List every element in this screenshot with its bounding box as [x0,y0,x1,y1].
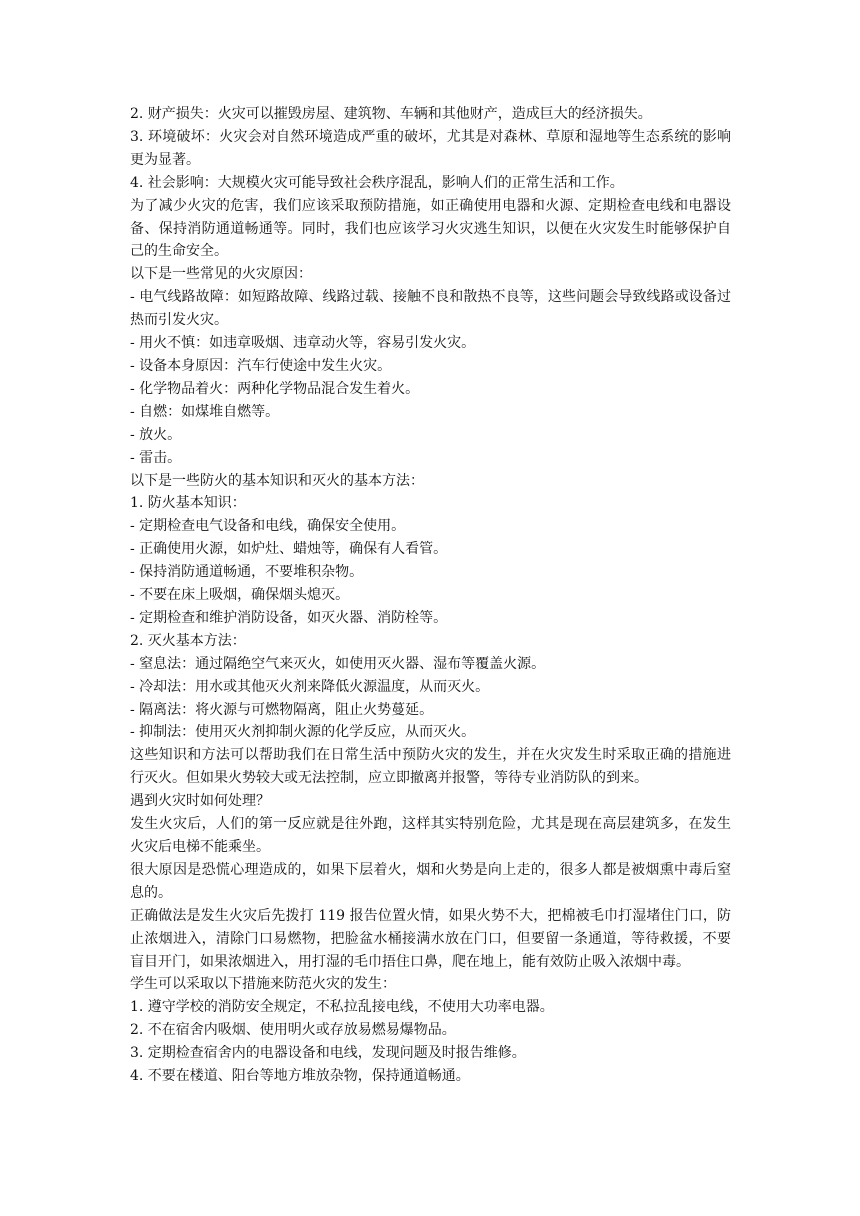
subheading-prevention: 1. 防火基本知识： [130,495,246,512]
list-item-cause: - 设备本身原因：汽车行使途中发生火灾。 [130,357,392,374]
list-item-prevention: - 定期检查和维护消防设备，如灭火器、消防栓等。 [130,609,448,626]
document-body [130,103,731,1088]
list-item-student: 2. 不在宿舍内吸烟、使用明火或存放易燃易爆物品。 [130,1022,456,1039]
paragraph-social: 4. 社会影响：大规模火灾可能导致社会秩序混乱，影响人们的正常生活和工作。 [130,174,624,191]
list-item-cause: - 化学物品着火：两种化学物品混合发生着火。 [130,380,420,397]
list-item-cause: - 电气线路故障：如短路故障、线路过载、接触不良和散热不良等，这些问题会导致线路或设备过热而引发火灾。 [130,289,731,329]
list-item-prevention: - 保持消防通道畅通，不要堆积杂物。 [130,564,364,581]
paragraph-summary: 这些知识和方法可以帮助我们在日常生活中预防火灾的发生，并在火灾发生时采取正确的措施进行灭火。但如果火势较大或无法控制，应立即撤离并报警，等待专业消防队的到来。 [130,747,731,787]
list-item-prevention: - 正确使用火源，如炉灶、蜡烛等，确保有人看管。 [130,541,448,558]
list-item-prevention: - 不要在床上吸烟，确保烟头熄灭。 [130,587,350,604]
paragraph-prevention-intro: 为了减少火灾的危害，我们应该采取预防措施，如正确使用电器和火源、定期检查电线和电器设备、保持消防通道畅通等。同时，我们也应该学习火灾逃生知识，以便在火灾发生时能够保护自己的生命安全。 [130,197,731,260]
heading-student-measures: 学生可以采取以下措施来防范火灾的发生： [130,976,396,993]
paragraph-panic: 很大原因是恐慌心理造成的，如果下层着火，烟和火势是向上走的，很多人都是被烟熏中毒后窒息的。 [130,861,731,901]
paragraph-first-reaction: 发生火灾后，人们的第一反应就是往外跑，这样其实特别危险，尤其是现在高层建筑多，在发生火灾后电梯不能乘坐。 [130,816,731,855]
paragraph-environment: 3. 环境破坏：火灾会对自然环境造成严重的破坏，尤其是对森林、草原和湿地等生态系统的影响更为显著。 [130,128,731,168]
list-item-student: 3. 定期检查宿舍内的电器设备和电线，发现问题及时报告维修。 [130,1045,526,1062]
list-item-cause: - 放火。 [130,426,182,443]
list-item-prevention: - 定期检查电气设备和电线，确保安全使用。 [130,518,406,535]
list-item-extinguish: - 冷却法：用水或其他灭火剂来降低火源温度，从而灭火。 [130,678,490,695]
list-item-extinguish: - 隔离法：将火源与可燃物隔离，阻止火势蔓延。 [130,701,434,718]
heading-basics: 以下是一些防火的基本知识和灭火的基本方法： [130,472,424,489]
heading-fire-causes: 以下是一些常见的火灾原因： [130,266,312,283]
list-item-student: 1. 遵守学校的消防安全规定，不私拉乱接电线，不使用大功率电器。 [130,999,554,1016]
list-item-student: 4. 不要在楼道、阳台等地方堆放杂物，保持通道畅通。 [130,1068,470,1085]
list-item-extinguish: - 抑制法：使用灭火剂抑制火源的化学反应，从而灭火。 [130,724,476,741]
list-item-extinguish: - 窒息法：通过隔绝空气来灭火，如使用灭火器、湿布等覆盖火源。 [130,655,546,672]
list-item-cause: - 雷击。 [130,449,182,466]
heading-handling: 遇到火灾时如何处理？ [130,793,270,810]
list-item-cause: - 用火不慎：如违章吸烟、违章动火等，容易引发火灾。 [130,335,476,352]
paragraph-correct-method: 正确做法是发生火灾后先拨打 119 报告位置火情，如果火势不大，把棉被毛巾打湿堵住门口，防止浓烟进入，清除门口易燃物，把脸盆水桶接满水放在门口，但要留一条通道，等待救援，不要盲目开门，如果浓烟进入，用打湿的毛巾捂住口鼻，爬在地上，能有效防止吸入浓烟中毒。 [130,907,731,970]
list-item-cause: - 自燃：如煤堆自燃等。 [130,403,280,420]
paragraph-property-loss: 2. 财产损失：火灾可以摧毁房屋、建筑物、车辆和其他财产，造成巨大的经济损失。 [130,106,652,122]
subheading-extinguish: 2. 灭火基本方法： [130,632,246,649]
